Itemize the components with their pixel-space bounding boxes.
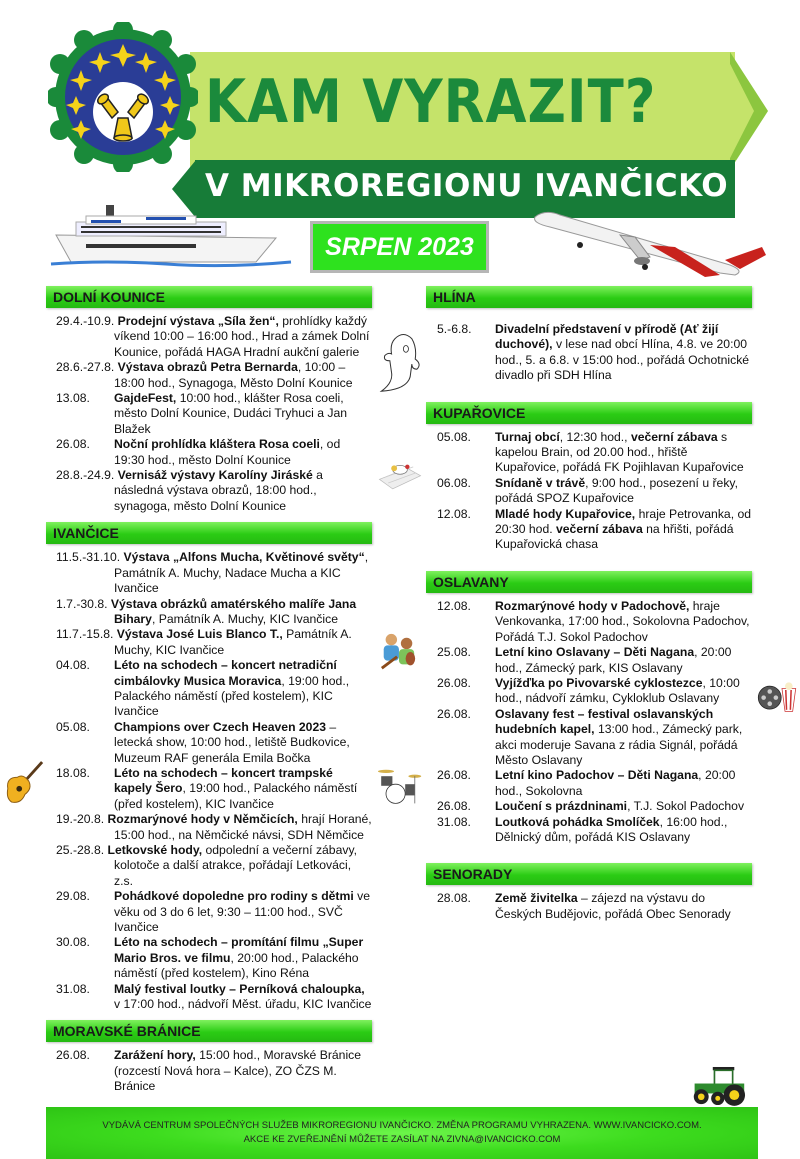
page-subtitle: V MIKROREGIONU IVANČICKO	[205, 168, 729, 204]
event-item	[437, 676, 752, 707]
event-item	[56, 314, 372, 360]
event-date: 06.08.	[437, 475, 471, 490]
event-description	[495, 799, 752, 814]
event-description	[108, 812, 372, 841]
event-description	[495, 768, 752, 799]
event-details: v 17:00 hod., nádvoří Měst. úřadu, KIC Ivančice	[114, 997, 372, 1012]
event-details: , 16:00 hod., Dělnický dům, pořádá KIS Oslavany	[495, 814, 728, 844]
event-item	[437, 891, 752, 922]
event-item	[437, 476, 752, 507]
month-label: SRPEN 2023	[325, 232, 474, 261]
event-title: Pohádkové dopoledne pro rodiny s dětmi	[114, 889, 354, 904]
ghost-icon	[378, 330, 422, 394]
event-title: večerní zábava	[630, 429, 718, 444]
event-details: , 19:00 hod., Palackého náměstí (před kostelem), KIC Ivančice	[114, 673, 350, 719]
event-details: 15:00 hod., Moravské Bránice (rozcestí Nová hora – Kalce), ZO ČZS M. Bránice	[114, 1048, 362, 1094]
footer-line-1: VYDÁVÁ CENTRUM SPOLEČNÝCH SLUŽEB MIKROREGIONU IVANČICKO. ZMĚNA PROGRAMU VYHRAZENA. WWW.IVANCICKO.COM.	[102, 1120, 702, 1131]
event-title: Loučení s prázdninami	[495, 799, 628, 814]
event-description	[495, 599, 752, 645]
spacer	[426, 392, 752, 402]
section-header-moravske-branice: MORAVSKÉ BRÁNICE	[46, 1020, 372, 1042]
event-item	[437, 645, 752, 676]
event-title: Malý festival loutky – Perníková chaloupka,	[114, 981, 365, 996]
cruise-ship-icon	[46, 200, 296, 270]
event-details: , 19:00 hod., Palackého náměstí (před kostelem), KIC Ivančice	[114, 781, 358, 811]
event-details: , 20:00 hod., Zámecký park, KIS Oslavany	[495, 645, 732, 675]
event-date: 26.08.	[437, 675, 471, 690]
event-date: 28.6.-27.8.	[56, 360, 115, 375]
event-item	[56, 982, 372, 1013]
tractor-icon	[688, 1065, 750, 1107]
event-details: a následná výstava obrazů, 18:00 hod., synagoga, město Dolní Kounice	[114, 468, 323, 513]
event-date: 26.08.	[437, 768, 471, 783]
event-item	[56, 843, 372, 889]
event-details: na hřišti, pořádá Kupařovická chasa	[495, 522, 734, 552]
event-item	[56, 597, 372, 628]
event-details: , 20:00 hod., Sokolovna	[495, 768, 736, 798]
event-item	[56, 1048, 372, 1094]
event-item	[437, 599, 752, 645]
event-list-hlina	[437, 322, 752, 384]
event-description	[495, 707, 752, 769]
section-header-ivancice: IVANČICE	[46, 522, 372, 544]
event-description	[114, 720, 372, 766]
musicians-icon	[378, 630, 418, 674]
event-date: 05.08.	[56, 719, 90, 734]
event-description	[495, 430, 752, 476]
event-title: GajdeFest,	[114, 391, 177, 406]
event-item	[56, 935, 372, 981]
event-details: v lese nad obcí Hlína, 4.8. ve 20:00 hod., 5. a 6.8. v 15:00 hod., pořádá Ochotnické divadlo při SDH Hlína	[495, 337, 750, 383]
event-details: , 10:00 – 18:00 hod., Synagoga, Město Dolní Kounice	[114, 360, 353, 390]
event-item	[56, 360, 372, 391]
event-item	[437, 707, 752, 769]
event-details: , od 19:30 hod., město Dolní Kounice	[114, 437, 341, 467]
event-description	[114, 437, 372, 468]
event-description	[495, 507, 752, 553]
event-description	[495, 645, 752, 676]
event-item	[437, 322, 752, 384]
event-date: 04.08.	[56, 658, 90, 673]
footer-line-2: AKCE KE ZVEŘEJNĚNÍ MŮŽETE ZASÍLAT NA ZIVNA@IVANCICKO.COM	[243, 1134, 561, 1145]
event-title: Oslavany fest – festival oslavanských hudebních kapel,	[495, 706, 714, 737]
event-date: 18.08.	[56, 765, 90, 780]
event-title: Loutková pohádka Smolíček	[495, 814, 660, 829]
event-details: – letecká show, 10:00 hod., letiště Budkovice, Muzeum RAF generála Emila Bočka	[114, 719, 350, 765]
event-item	[56, 468, 372, 514]
event-title: Vernisáž výstavy Karolíny Jiráské	[117, 468, 313, 483]
event-title: Letní kino Oslavany – Děti Nagana	[495, 645, 695, 660]
event-date: 19.-20.8.	[56, 812, 105, 827]
event-description	[111, 597, 356, 626]
film-reel-popcorn-icon	[756, 680, 798, 716]
event-details: , T.J. Sokol Padochov	[627, 799, 745, 814]
event-list-senorady	[437, 891, 752, 922]
picnic-icon	[378, 452, 422, 492]
event-details: Památník A. Muchy, KIC Ivančice	[114, 627, 352, 657]
event-details: hraje Venkovanka, 17:00 hod., Sokolovna Padochov, Pořádá T.J. Sokol Padochov	[495, 598, 750, 644]
event-date: 26.08.	[56, 1048, 90, 1063]
event-description	[495, 891, 752, 922]
event-description	[495, 476, 752, 507]
event-item	[56, 720, 372, 766]
event-list-ivancice	[56, 550, 372, 1012]
event-details: , 20:00 hod., Palackého náměstí (před kostelem), Kino Réna	[114, 950, 359, 981]
event-item	[56, 437, 372, 468]
event-title: Letní kino Padochov – Děti Nagana	[495, 768, 699, 783]
event-description	[114, 550, 368, 595]
event-date: 26.08.	[437, 799, 471, 814]
bells-coat-of-arms-icon	[48, 22, 198, 172]
event-title: Letkovské hody,	[107, 843, 203, 857]
event-details: hrají Horané, 15:00 hod., na Němčické návsi, SDH Němčice	[114, 812, 372, 842]
event-item	[437, 768, 752, 799]
event-title: večerní zábava	[556, 522, 643, 537]
event-title: Léto na schodech – koncert netradiční cimbálovky Musica Moravica	[114, 658, 337, 688]
event-date: 12.08.	[437, 598, 471, 613]
event-item	[56, 658, 372, 720]
event-title: Země živitelka	[495, 891, 578, 906]
event-date: 5.-6.8.	[437, 322, 472, 336]
event-description	[114, 391, 372, 437]
event-item	[56, 812, 372, 843]
right-column	[426, 286, 752, 930]
event-title: Rozmarýnové hody v Padochově,	[495, 598, 690, 613]
event-description	[114, 889, 372, 935]
spacer	[426, 853, 752, 863]
event-details: , Památník A. Muchy, Nadace Mucha a KIC Ivančice	[114, 550, 369, 596]
event-description	[114, 314, 369, 359]
event-description	[108, 843, 358, 888]
event-details: ve věku od 3 do 6 let, 9:30 – 11:00 hod., SVČ Ivančice	[114, 889, 370, 935]
event-date: 05.08.	[437, 429, 471, 444]
event-title: Champions over Czech Heaven 2023	[114, 719, 327, 734]
event-title: Prodejní výstava „Síla žen“,	[117, 314, 279, 328]
event-item	[56, 627, 372, 658]
event-list-oslavany	[437, 599, 752, 846]
event-title: Zarážení hory,	[114, 1048, 196, 1063]
event-title: Výstava obrázků amatérského malíře Jana Bihary	[110, 596, 357, 626]
event-date: 12.08.	[437, 506, 471, 521]
event-date: 11.7.-15.8.	[56, 627, 114, 642]
event-title: Turnaj obcí	[495, 429, 560, 444]
airplane-icon	[530, 205, 770, 280]
left-column	[46, 286, 372, 1103]
event-title: Divadelní představení v přírodě (Ať žijí duchové),	[495, 322, 719, 352]
event-description	[114, 935, 372, 981]
event-description	[114, 468, 323, 513]
section-header-oslavany: OSLAVANY	[426, 571, 752, 593]
event-details: hraje Petrovanka, od 20:30 hod.	[495, 506, 752, 537]
event-description	[114, 627, 352, 656]
event-date: 29.4.-10.9.	[56, 314, 115, 328]
event-item	[437, 799, 752, 814]
event-date: 28.08.	[437, 891, 471, 906]
event-details: , 9:00 hod., posezení u řeky, pořádá SPOZ Kupařovice	[495, 475, 738, 506]
section-header-senorady: SENORADY	[426, 863, 752, 885]
event-details: , 10:00 hod., nádvoří zámku, Cykloklub Oslavany	[495, 675, 740, 706]
event-date: 1.7.-30.8.	[56, 596, 108, 611]
event-description	[495, 676, 752, 707]
event-description	[114, 766, 372, 812]
event-date: 13.08.	[56, 391, 90, 406]
event-details: prohlídky každý víkend 10:00 – 16:00 hod., Hrad a zámek Dolní Kounice, pořádá HAGA Hradní aukční galerie	[114, 314, 370, 359]
event-details: – zájezd na výstavu do Českých Budějovic, pořádá Obec Senorady	[495, 891, 731, 921]
spacer	[426, 561, 752, 571]
event-date: 26.08.	[56, 437, 90, 452]
event-description	[495, 815, 752, 846]
event-description	[114, 658, 372, 720]
section-header-dolni-kounice: DOLNÍ KOUNICE	[46, 286, 372, 308]
event-title: Léto na schodech – promítání filmu „Super Mario Bros. ve filmu	[114, 935, 364, 965]
event-item	[437, 815, 752, 846]
event-title: Vyjížďka po Pivovarské cyklostezce	[495, 675, 703, 690]
event-title: Výstava obrazů Petra Bernarda	[117, 360, 298, 375]
event-date: 26.08.	[437, 706, 471, 721]
footer-banner	[46, 1107, 758, 1159]
event-item	[56, 550, 372, 596]
event-title: Noční prohlídka kláštera Rosa coeli	[114, 437, 320, 452]
event-description	[495, 322, 752, 384]
event-details: s kapelou Brain, od 20.00 hod., hřiště Kupařovice, pořádá FK Pojihlavan Kupařovice	[495, 429, 744, 475]
section-header-hlina: HLÍNA	[426, 286, 752, 308]
event-item	[56, 766, 372, 812]
event-item	[56, 889, 372, 935]
event-date: 29.08.	[56, 889, 90, 904]
section-header-kuparovice: KUPAŘOVICE	[426, 402, 752, 424]
event-item	[56, 391, 372, 437]
event-list-moravske-branice	[56, 1048, 372, 1094]
event-details: odpolední a večerní zábavy, kolotoče a další atrakce, pořádají Letkováci, z.s.	[114, 843, 358, 888]
event-title: Snídaně v trávě	[495, 475, 586, 490]
event-date: 11.5.-31.10.	[56, 550, 121, 565]
event-list-dolni-kounice	[56, 314, 372, 514]
event-description	[114, 1048, 372, 1094]
event-title: Léto na schodech – koncert trampské kapely Šero	[114, 765, 333, 796]
drum-kit-icon	[378, 765, 422, 805]
event-date: 30.08.	[56, 935, 90, 950]
event-date: 25.08.	[437, 645, 471, 660]
event-title: Rozmarýnové hody v Němčicích,	[107, 812, 298, 827]
event-list-kuparovice	[437, 430, 752, 553]
event-item	[437, 507, 752, 553]
event-title: Výstava „Alfons Mucha, Květinové světy“	[123, 550, 365, 565]
event-description	[114, 360, 353, 389]
event-details: 10:00 hod., klášter Rosa coeli, město Dolní Kounice, Dudáci Tryhuci a Jan Blažek	[114, 391, 348, 436]
event-date: 31.08.	[56, 981, 90, 996]
guitar-icon	[4, 760, 44, 806]
event-details: 13:00 hod., Zámecký park, akci moderuje Savana z rádia Signál, pořádá Město Oslavany	[495, 722, 743, 767]
event-date: 28.8.-24.9.	[56, 468, 115, 483]
event-date: 31.08.	[437, 814, 471, 829]
title-banner-arrow-inner	[724, 52, 754, 170]
page-title: KAM VYRAZIT?	[205, 68, 657, 137]
event-date: 25.-28.8.	[56, 843, 105, 857]
event-details: , 12:30 hod.,	[559, 429, 631, 444]
event-details: , Památník A. Muchy, KIC Ivančice	[151, 611, 338, 626]
event-item	[437, 430, 752, 476]
event-title: Výstava José Luis Blanco T.,	[116, 627, 283, 642]
month-badge	[313, 224, 486, 270]
event-description	[114, 982, 372, 1013]
event-title: Mladé hody Kupařovice,	[495, 506, 636, 521]
